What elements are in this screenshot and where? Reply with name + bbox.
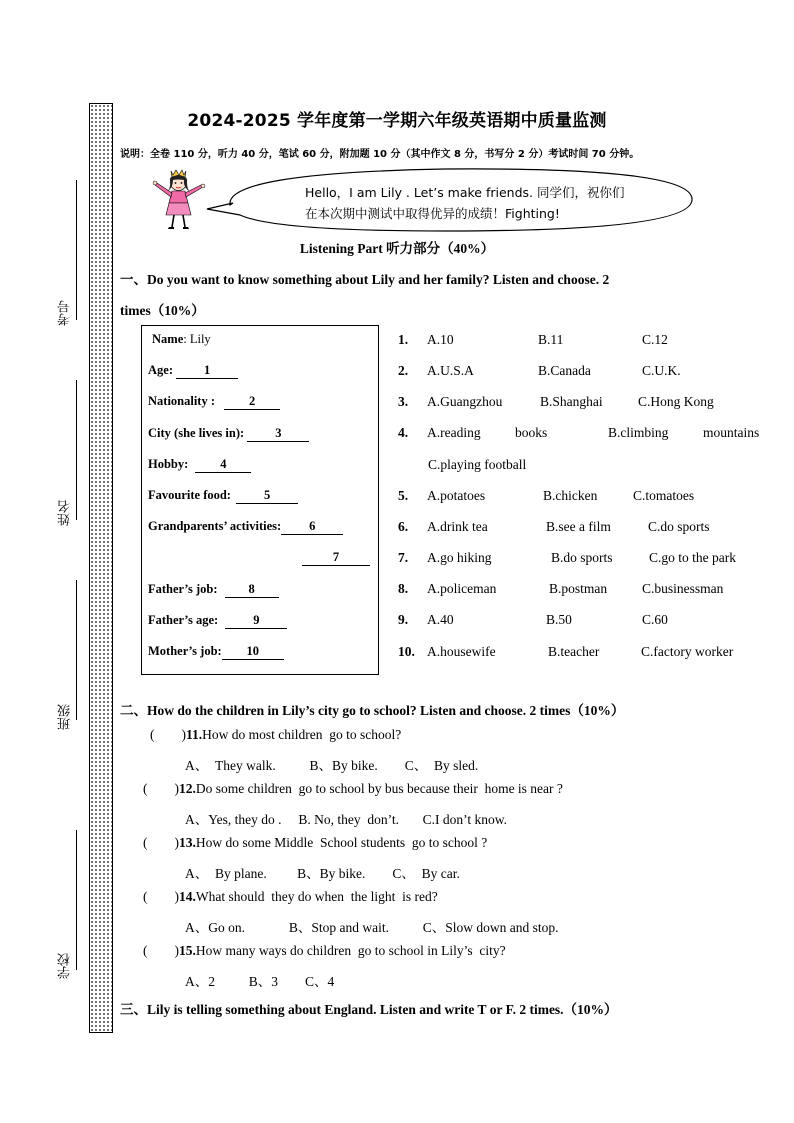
card-name-row: [152, 332, 211, 347]
option-b[interactable]: B.teacher: [548, 644, 600, 659]
q-number: 6.: [398, 519, 409, 534]
q-number: 12.: [179, 781, 196, 796]
q-number: 8.: [398, 581, 409, 596]
section1-heading: 一、Do you want to know something about Lily and her family? Listen and choose. 2: [120, 272, 610, 287]
card-label: Grandparents’ activities:: [148, 519, 282, 533]
question-text: What should they do when the light is red?: [195, 889, 438, 904]
option-c[interactable]: C.playing football: [428, 457, 527, 472]
option-b[interactable]: B.postman: [549, 581, 608, 596]
options-12[interactable]: A、Yes, they do . B. No, they don’t. C.I don’t know.: [185, 812, 508, 827]
q-number: 4.: [398, 425, 409, 440]
option-c[interactable]: C.Hong Kong: [638, 394, 714, 409]
q-number: 2.: [398, 363, 409, 378]
question-text: How many ways do children go to school in Lily’s city?: [195, 943, 506, 958]
card-name-label: Name: [152, 332, 184, 346]
option-c[interactable]: C.12: [642, 332, 668, 347]
option-b[interactable]: B.Canada: [538, 363, 591, 378]
answer-paren[interactable]: ( ): [143, 781, 179, 796]
card-label: Nationality :: [148, 394, 216, 408]
option-c[interactable]: C.businessman: [642, 581, 724, 596]
blank-5[interactable]: 5: [236, 488, 298, 504]
answer-paren[interactable]: ( ): [143, 889, 179, 904]
option-c[interactable]: C.go to the park: [649, 550, 736, 565]
question-14: [143, 889, 438, 905]
answer-paren[interactable]: ( ): [143, 943, 179, 958]
name-line: [76, 380, 77, 520]
section1-heading-cont: times（10%）: [120, 303, 205, 318]
q-number: 3.: [398, 394, 409, 409]
card-row: [148, 394, 280, 410]
option-b-cont: mountains: [703, 425, 760, 440]
options-11[interactable]: A、 They walk. B、By bike. C、 By sled.: [185, 758, 479, 773]
section3-heading: 三、Lily is telling something about England. Listen and write T or F. 2 times.（10%）: [120, 1002, 618, 1017]
option-b[interactable]: B.do sports: [551, 550, 613, 565]
blank-4[interactable]: 4: [195, 457, 251, 473]
option-a[interactable]: A.40: [427, 612, 454, 627]
q-number: 14.: [179, 889, 196, 904]
card-row: [148, 644, 284, 660]
option-b[interactable]: B.climbing: [608, 425, 669, 440]
option-b[interactable]: B.chicken: [543, 488, 598, 503]
exam-no-label: 考号: [58, 300, 73, 326]
card-row: [302, 550, 370, 566]
school-label: 学校: [58, 953, 73, 979]
card-label: Mother’s job:: [148, 644, 222, 658]
blank-1[interactable]: 1: [176, 363, 238, 379]
card-label: Favourite food:: [148, 488, 231, 502]
q-number: 11.: [186, 727, 203, 742]
question-text: How do some Middle School students go to school ?: [195, 835, 488, 850]
option-c[interactable]: C.60: [642, 612, 668, 627]
q-number: 13.: [179, 835, 196, 850]
blank-10[interactable]: 10: [222, 644, 284, 660]
option-a[interactable]: A.go hiking: [427, 550, 492, 565]
question-text: Do some children go to school by bus because their home is near ?: [195, 781, 563, 796]
card-row: [148, 519, 343, 535]
option-a[interactable]: A.potatoes: [427, 488, 486, 503]
blank-9[interactable]: 9: [225, 613, 287, 629]
q-number: 9.: [398, 612, 409, 627]
section2-heading: 二、How do the children in Lily’s city go to school? Listen and choose. 2 times（10%）: [120, 703, 625, 718]
option-a[interactable]: A.reading: [427, 425, 481, 440]
class-line: [76, 580, 77, 720]
option-b[interactable]: B.11: [538, 332, 564, 347]
class-label: 班级: [58, 704, 73, 730]
options-15[interactable]: A、2 B、3 C、4: [185, 974, 335, 989]
option-a[interactable]: A.drink tea: [427, 519, 488, 534]
card-label: Age:: [148, 363, 173, 377]
blank-8[interactable]: 8: [225, 582, 279, 598]
option-b[interactable]: B.50: [546, 612, 572, 627]
question-15: [143, 943, 506, 959]
option-a[interactable]: A.U.S.A: [427, 363, 474, 378]
page-title: 2024-2025 学年度第一学期六年级英语期中质量监测: [187, 111, 607, 131]
listening-part-heading: Listening Part 听力部分（40%）: [299, 241, 495, 256]
option-c[interactable]: C.U.K.: [642, 363, 681, 378]
school-line: [76, 830, 77, 970]
card-label: City (she lives in):: [148, 426, 245, 440]
option-a[interactable]: A.10: [427, 332, 454, 347]
option-a[interactable]: A.policeman: [427, 581, 497, 596]
options-14[interactable]: A、Go on. B、Stop and wait. C、Slow down and stop.: [185, 920, 559, 935]
bubble-line-1: Hello，I am Lily . Let’s make friends. 同学们，祝你们: [305, 185, 625, 200]
option-a[interactable]: A.housewife: [427, 644, 496, 659]
blank-6[interactable]: 6: [281, 519, 343, 535]
blank-3[interactable]: 3: [247, 426, 309, 442]
option-c[interactable]: C.factory worker: [641, 644, 734, 659]
options-13[interactable]: A、 By plane. B、By bike. C、 By car.: [185, 866, 460, 881]
option-c[interactable]: C.tomatoes: [633, 488, 695, 503]
blank-2[interactable]: 2: [224, 394, 280, 410]
option-a-cont: books: [515, 425, 548, 440]
q-number: 1.: [398, 332, 409, 347]
answer-paren[interactable]: ( ): [143, 835, 179, 850]
q-number: 15.: [179, 943, 196, 958]
question-11: [150, 727, 401, 743]
option-b[interactable]: B.Shanghai: [540, 394, 603, 409]
name-label: 姓名: [58, 500, 73, 526]
q-number: 7.: [398, 550, 409, 565]
card-label: Father’s job:: [148, 582, 218, 596]
card-name-value: : Lily: [183, 332, 211, 346]
q-number: 10.: [398, 644, 415, 659]
card-row: [148, 488, 298, 504]
card-label: Father’s age:: [148, 613, 219, 627]
option-b[interactable]: B.see a film: [546, 519, 611, 534]
card-row: [148, 426, 309, 442]
blank-7[interactable]: 7: [302, 550, 370, 566]
option-a[interactable]: A.Guangzhou: [427, 394, 503, 409]
bubble-text: [305, 182, 625, 224]
question-12: [143, 781, 563, 797]
card-row: [148, 613, 287, 629]
card-row: [148, 363, 238, 379]
bubble-line-2: 在本次期中测试中取得优异的成绩！Fighting!: [305, 206, 560, 221]
card-row: [148, 582, 279, 598]
card-row: [148, 457, 251, 473]
question-13: [143, 835, 487, 851]
card-label: Hobby:: [148, 457, 189, 471]
question-text: How do most children go to school?: [202, 727, 402, 742]
answer-paren[interactable]: ( ): [150, 727, 186, 742]
instructions: 说明：全卷 110 分，听力 40 分，笔试 60 分，附加题 10 分（其中作文 8 分，书写分 2 分）考试时间 70 分钟。: [120, 149, 640, 160]
option-c[interactable]: C.do sports: [648, 519, 710, 534]
q-number: 5.: [398, 488, 409, 503]
